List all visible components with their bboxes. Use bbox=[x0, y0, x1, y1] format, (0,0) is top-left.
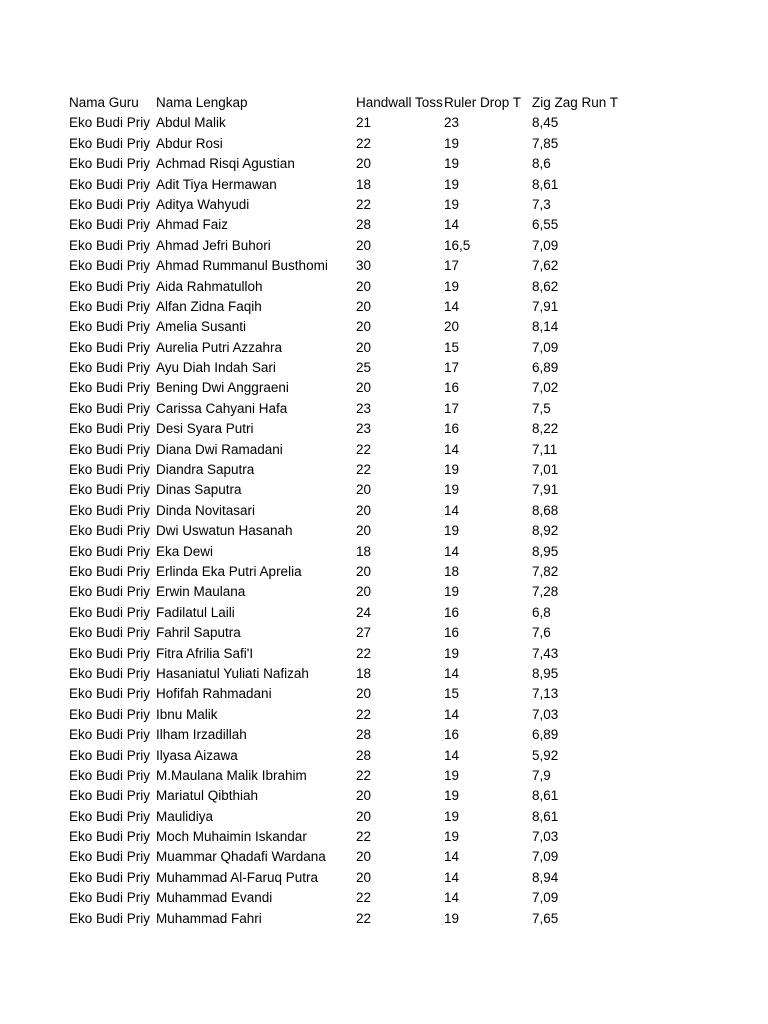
cell-zig-zag-run: 8,14 bbox=[532, 319, 559, 335]
cell-nama-lengkap: Muhammad Al-Faruq Putra bbox=[156, 869, 319, 885]
cell-handwall-toss: 28 bbox=[356, 217, 372, 233]
table-row bbox=[69, 623, 620, 643]
cell-nama-guru: Eko Budi Priy bbox=[69, 462, 151, 478]
cell-ruler-drop: 14 bbox=[444, 849, 460, 865]
cell-handwall-toss: 28 bbox=[356, 747, 372, 763]
table-row bbox=[69, 582, 620, 602]
table-row bbox=[69, 664, 620, 684]
cell-ruler-drop: 14 bbox=[444, 441, 460, 457]
cell-handwall-toss: 20 bbox=[356, 523, 372, 539]
cell-handwall-toss: 22 bbox=[356, 462, 372, 478]
cell-ruler-drop: 14 bbox=[444, 502, 460, 518]
cell-zig-zag-run: 7,43 bbox=[532, 645, 559, 661]
header-nama-lengkap: Nama Lengkap bbox=[156, 95, 248, 110]
cell-nama-lengkap: Abdur Rosi bbox=[156, 135, 223, 151]
cell-nama-lengkap: Moch Muhaimin Iskandar bbox=[156, 829, 307, 845]
cell-nama-guru: Eko Budi Priy bbox=[69, 176, 151, 192]
table-row bbox=[69, 705, 620, 725]
cell-nama-lengkap: Ahmad Faiz bbox=[156, 217, 229, 233]
cell-ruler-drop: 16 bbox=[444, 604, 460, 620]
cell-handwall-toss: 20 bbox=[356, 156, 372, 172]
table-row bbox=[69, 644, 620, 664]
cell-nama-guru: Eko Budi Priy bbox=[69, 625, 151, 641]
cell-zig-zag-run: 7,09 bbox=[532, 339, 559, 355]
cell-ruler-drop: 19 bbox=[444, 135, 460, 151]
cell-nama-lengkap: Fahril Saputra bbox=[156, 625, 241, 641]
cell-zig-zag-run: 8,6 bbox=[532, 156, 551, 172]
cell-zig-zag-run: 8,94 bbox=[532, 869, 559, 885]
cell-zig-zag-run: 7,11 bbox=[532, 441, 558, 457]
cell-ruler-drop: 14 bbox=[444, 543, 460, 559]
cell-nama-lengkap: Muhammad Evandi bbox=[156, 890, 273, 906]
cell-nama-lengkap: Aditya Wahyudi bbox=[156, 196, 250, 212]
cell-nama-guru: Eko Budi Priy bbox=[69, 196, 151, 212]
cell-ruler-drop: 17 bbox=[444, 360, 460, 376]
cell-nama-guru: Eko Budi Priy bbox=[69, 829, 151, 845]
cell-handwall-toss: 22 bbox=[356, 890, 372, 906]
cell-nama-lengkap: Ibnu Malik bbox=[156, 706, 218, 722]
cell-nama-lengkap: Carissa Cahyani Hafa bbox=[156, 400, 288, 416]
cell-nama-guru: Eko Budi Priy bbox=[69, 421, 151, 437]
cell-ruler-drop: 15 bbox=[444, 339, 460, 355]
cell-ruler-drop: 19 bbox=[444, 829, 460, 845]
cell-handwall-toss: 20 bbox=[356, 380, 372, 396]
cell-handwall-toss: 20 bbox=[356, 298, 372, 314]
cell-handwall-toss: 22 bbox=[356, 829, 372, 845]
cell-handwall-toss: 22 bbox=[356, 441, 372, 457]
cell-zig-zag-run: 8,61 bbox=[532, 808, 559, 824]
cell-handwall-toss: 20 bbox=[356, 869, 372, 885]
table-row bbox=[69, 603, 620, 623]
cell-handwall-toss: 20 bbox=[356, 339, 372, 355]
cell-nama-lengkap: Fitra Afrilia Safi'I bbox=[156, 645, 254, 661]
header-nama-guru: Nama Guru bbox=[69, 95, 139, 110]
cell-nama-lengkap: Abdul Malik bbox=[156, 115, 226, 131]
cell-nama-guru: Eko Budi Priy bbox=[69, 115, 151, 131]
header-ruler-drop: Ruler Drop T bbox=[444, 95, 522, 110]
cell-ruler-drop: 19 bbox=[444, 196, 460, 212]
cell-zig-zag-run: 7,3 bbox=[532, 196, 551, 212]
cell-zig-zag-run: 8,61 bbox=[532, 176, 559, 192]
table-row bbox=[69, 521, 620, 541]
cell-handwall-toss: 18 bbox=[356, 543, 372, 559]
cell-zig-zag-run: 7,13 bbox=[532, 686, 559, 702]
table-row bbox=[69, 399, 620, 419]
table-row bbox=[69, 317, 620, 337]
cell-handwall-toss: 21 bbox=[356, 115, 372, 131]
table-row bbox=[69, 440, 620, 460]
cell-nama-guru: Eko Budi Priy bbox=[69, 788, 151, 804]
cell-nama-lengkap: Amelia Susanti bbox=[156, 319, 247, 335]
cell-nama-lengkap: Aurelia Putri Azzahra bbox=[156, 339, 283, 355]
cell-zig-zag-run: 7,09 bbox=[532, 237, 559, 253]
table-row bbox=[69, 542, 620, 562]
cell-zig-zag-run: 7,91 bbox=[532, 482, 559, 498]
cell-zig-zag-run: 7,65 bbox=[532, 910, 559, 926]
cell-zig-zag-run: 7,85 bbox=[532, 135, 559, 151]
cell-ruler-drop: 14 bbox=[444, 665, 460, 681]
cell-ruler-drop: 17 bbox=[444, 400, 460, 416]
cell-nama-lengkap: Hofifah Rahmadani bbox=[156, 686, 272, 702]
cell-ruler-drop: 14 bbox=[444, 869, 460, 885]
table-row bbox=[69, 297, 620, 317]
spreadsheet-table bbox=[69, 93, 620, 929]
cell-ruler-drop: 14 bbox=[444, 747, 460, 763]
table-row bbox=[69, 480, 620, 500]
cell-nama-lengkap: Erwin Maulana bbox=[156, 584, 246, 600]
cell-nama-guru: Eko Budi Priy bbox=[69, 686, 151, 702]
table-row bbox=[69, 134, 620, 154]
cell-zig-zag-run: 7,03 bbox=[532, 706, 559, 722]
cell-nama-guru: Eko Budi Priy bbox=[69, 727, 151, 743]
cell-ruler-drop: 16 bbox=[444, 625, 460, 641]
cell-zig-zag-run: 7,6 bbox=[532, 625, 551, 641]
cell-nama-lengkap: Desi Syara Putri bbox=[156, 421, 254, 437]
cell-nama-guru: Eko Budi Priy bbox=[69, 502, 151, 518]
cell-handwall-toss: 22 bbox=[356, 767, 372, 783]
cell-nama-guru: Eko Budi Priy bbox=[69, 706, 151, 722]
cell-nama-lengkap: Bening Dwi Anggraeni bbox=[156, 380, 289, 396]
cell-nama-guru: Eko Budi Priy bbox=[69, 747, 151, 763]
cell-zig-zag-run: 8,95 bbox=[532, 543, 559, 559]
cell-zig-zag-run: 7,09 bbox=[532, 890, 559, 906]
table-row bbox=[69, 256, 620, 276]
cell-zig-zag-run: 5,92 bbox=[532, 747, 559, 763]
cell-zig-zag-run: 7,9 bbox=[532, 767, 551, 783]
cell-handwall-toss: 27 bbox=[356, 625, 372, 641]
cell-nama-lengkap: Dwi Uswatun Hasanah bbox=[156, 523, 293, 539]
cell-zig-zag-run: 6,55 bbox=[532, 217, 559, 233]
cell-nama-guru: Eko Budi Priy bbox=[69, 380, 151, 396]
header-handwall-toss: Handwall Toss bbox=[356, 95, 443, 110]
cell-ruler-drop: 19 bbox=[444, 645, 460, 661]
cell-nama-guru: Eko Budi Priy bbox=[69, 360, 151, 376]
cell-zig-zag-run: 7,91 bbox=[532, 298, 559, 314]
cell-nama-lengkap: M.Maulana Malik Ibrahim bbox=[156, 767, 307, 783]
cell-handwall-toss: 20 bbox=[356, 237, 372, 253]
cell-ruler-drop: 15 bbox=[444, 686, 460, 702]
cell-handwall-toss: 22 bbox=[356, 910, 372, 926]
cell-ruler-drop: 19 bbox=[444, 767, 460, 783]
cell-nama-guru: Eko Budi Priy bbox=[69, 482, 151, 498]
cell-ruler-drop: 14 bbox=[444, 217, 460, 233]
table-row bbox=[69, 338, 620, 358]
cell-nama-lengkap: Dinda Novitasari bbox=[156, 502, 256, 518]
header-row bbox=[69, 93, 620, 113]
cell-zig-zag-run: 7,03 bbox=[532, 829, 559, 845]
cell-ruler-drop: 16,5 bbox=[444, 237, 471, 253]
cell-nama-lengkap: Ahmad Jefri Buhori bbox=[156, 237, 271, 253]
table-row bbox=[69, 684, 620, 704]
cell-ruler-drop: 19 bbox=[444, 176, 460, 192]
table-row bbox=[69, 909, 620, 929]
cell-ruler-drop: 14 bbox=[444, 706, 460, 722]
cell-ruler-drop: 19 bbox=[444, 584, 460, 600]
cell-handwall-toss: 20 bbox=[356, 563, 372, 579]
cell-zig-zag-run: 6,89 bbox=[532, 727, 559, 743]
cell-nama-guru: Eko Budi Priy bbox=[69, 156, 151, 172]
cell-handwall-toss: 24 bbox=[356, 604, 372, 620]
table-row bbox=[69, 460, 620, 480]
cell-nama-lengkap: Achmad Risqi Agustian bbox=[156, 156, 295, 172]
cell-ruler-drop: 19 bbox=[444, 278, 460, 294]
cell-ruler-drop: 20 bbox=[444, 319, 460, 335]
cell-nama-guru: Eko Budi Priy bbox=[69, 890, 151, 906]
cell-nama-guru: Eko Budi Priy bbox=[69, 441, 151, 457]
cell-nama-lengkap: Eka Dewi bbox=[156, 543, 214, 559]
cell-nama-lengkap: Mariatul Qibthiah bbox=[156, 788, 259, 804]
cell-handwall-toss: 30 bbox=[356, 258, 372, 274]
cell-nama-guru: Eko Budi Priy bbox=[69, 604, 151, 620]
cell-nama-guru: Eko Budi Priy bbox=[69, 910, 151, 926]
table-row bbox=[69, 277, 620, 297]
cell-nama-lengkap: Dinas Saputra bbox=[156, 482, 242, 498]
cell-handwall-toss: 20 bbox=[356, 788, 372, 804]
cell-nama-guru: Eko Budi Priy bbox=[69, 298, 151, 314]
table-row bbox=[69, 419, 620, 439]
cell-zig-zag-run: 8,62 bbox=[532, 278, 559, 294]
cell-nama-lengkap: Alfan Zidna Faqih bbox=[156, 298, 262, 314]
cell-zig-zag-run: 7,02 bbox=[532, 380, 559, 396]
cell-nama-guru: Eko Budi Priy bbox=[69, 665, 151, 681]
cell-nama-lengkap: Hasaniatul Yuliati Nafizah bbox=[156, 665, 309, 681]
table-row bbox=[69, 378, 620, 398]
cell-ruler-drop: 19 bbox=[444, 156, 460, 172]
table-row bbox=[69, 827, 620, 847]
cell-nama-lengkap: Ayu Diah Indah Sari bbox=[156, 360, 276, 376]
cell-nama-lengkap: Muhammad Fahri bbox=[156, 910, 262, 926]
table-row bbox=[69, 868, 620, 888]
cell-zig-zag-run: 7,09 bbox=[532, 849, 559, 865]
cell-handwall-toss: 20 bbox=[356, 319, 372, 335]
cell-handwall-toss: 20 bbox=[356, 278, 372, 294]
cell-zig-zag-run: 8,22 bbox=[532, 421, 559, 437]
cell-nama-guru: Eko Budi Priy bbox=[69, 808, 151, 824]
cell-zig-zag-run: 8,92 bbox=[532, 523, 559, 539]
cell-nama-lengkap: Muammar Qhadafi Wardana bbox=[156, 849, 326, 865]
table-row bbox=[69, 501, 620, 521]
cell-nama-lengkap: Maulidiya bbox=[156, 808, 214, 824]
cell-zig-zag-run: 7,5 bbox=[532, 400, 551, 416]
cell-nama-guru: Eko Budi Priy bbox=[69, 584, 151, 600]
cell-nama-guru: Eko Budi Priy bbox=[69, 869, 151, 885]
table-row bbox=[69, 562, 620, 582]
cell-nama-guru: Eko Budi Priy bbox=[69, 543, 151, 559]
cell-ruler-drop: 19 bbox=[444, 462, 460, 478]
cell-nama-lengkap: Fadilatul Laili bbox=[156, 604, 235, 620]
cell-zig-zag-run: 6,89 bbox=[532, 360, 559, 376]
cell-zig-zag-run: 8,45 bbox=[532, 115, 559, 131]
cell-zig-zag-run: 6,8 bbox=[532, 604, 551, 620]
cell-zig-zag-run: 7,62 bbox=[532, 258, 559, 274]
cell-zig-zag-run: 7,01 bbox=[532, 462, 559, 478]
table-row bbox=[69, 847, 620, 867]
cell-zig-zag-run: 8,61 bbox=[532, 788, 559, 804]
table-row bbox=[69, 154, 620, 174]
cell-handwall-toss: 20 bbox=[356, 502, 372, 518]
cell-nama-lengkap: Aida Rahmatulloh bbox=[156, 278, 263, 294]
table-row bbox=[69, 113, 620, 133]
cell-nama-guru: Eko Budi Priy bbox=[69, 135, 151, 151]
cell-nama-lengkap: Diana Dwi Ramadani bbox=[156, 441, 283, 457]
cell-ruler-drop: 19 bbox=[444, 523, 460, 539]
cell-ruler-drop: 14 bbox=[444, 890, 460, 906]
cell-ruler-drop: 18 bbox=[444, 563, 460, 579]
header-zig-zag-run: Zig Zag Run T bbox=[532, 95, 619, 110]
cell-nama-guru: Eko Budi Priy bbox=[69, 849, 151, 865]
cell-handwall-toss: 28 bbox=[356, 727, 372, 743]
cell-handwall-toss: 23 bbox=[356, 421, 372, 437]
table-body bbox=[69, 113, 620, 929]
cell-handwall-toss: 20 bbox=[356, 808, 372, 824]
cell-nama-guru: Eko Budi Priy bbox=[69, 237, 151, 253]
cell-handwall-toss: 25 bbox=[356, 360, 372, 376]
cell-ruler-drop: 19 bbox=[444, 910, 460, 926]
cell-zig-zag-run: 8,95 bbox=[532, 665, 559, 681]
cell-handwall-toss: 22 bbox=[356, 196, 372, 212]
cell-ruler-drop: 16 bbox=[444, 421, 460, 437]
cell-nama-guru: Eko Budi Priy bbox=[69, 278, 151, 294]
table-row bbox=[69, 236, 620, 256]
cell-nama-guru: Eko Budi Priy bbox=[69, 400, 151, 416]
cell-nama-guru: Eko Budi Priy bbox=[69, 258, 151, 274]
cell-ruler-drop: 16 bbox=[444, 727, 460, 743]
cell-handwall-toss: 20 bbox=[356, 584, 372, 600]
cell-nama-guru: Eko Budi Priy bbox=[69, 563, 151, 579]
cell-ruler-drop: 16 bbox=[444, 380, 460, 396]
table-row bbox=[69, 766, 620, 786]
cell-handwall-toss: 20 bbox=[356, 849, 372, 865]
table-row bbox=[69, 786, 620, 806]
cell-nama-lengkap: Ilyasa Aizawa bbox=[156, 747, 238, 763]
cell-ruler-drop: 19 bbox=[444, 482, 460, 498]
table-row bbox=[69, 195, 620, 215]
cell-nama-guru: Eko Budi Priy bbox=[69, 645, 151, 661]
cell-handwall-toss: 22 bbox=[356, 706, 372, 722]
cell-handwall-toss: 23 bbox=[356, 400, 372, 416]
cell-ruler-drop: 14 bbox=[444, 298, 460, 314]
cell-nama-lengkap: Ahmad Rummanul Busthomi bbox=[156, 258, 328, 274]
cell-zig-zag-run: 7,28 bbox=[532, 584, 559, 600]
cell-nama-lengkap: Adit Tiya Hermawan bbox=[156, 176, 277, 192]
cell-nama-lengkap: Diandra Saputra bbox=[156, 462, 255, 478]
cell-handwall-toss: 20 bbox=[356, 686, 372, 702]
cell-handwall-toss: 22 bbox=[356, 645, 372, 661]
cell-handwall-toss: 20 bbox=[356, 482, 372, 498]
cell-nama-guru: Eko Budi Priy bbox=[69, 217, 151, 233]
cell-nama-guru: Eko Budi Priy bbox=[69, 767, 151, 783]
cell-zig-zag-run: 8,68 bbox=[532, 502, 559, 518]
table-row bbox=[69, 175, 620, 195]
cell-handwall-toss: 18 bbox=[356, 665, 372, 681]
cell-handwall-toss: 22 bbox=[356, 135, 372, 151]
table-row bbox=[69, 888, 620, 908]
cell-ruler-drop: 19 bbox=[444, 808, 460, 824]
table-row bbox=[69, 807, 620, 827]
cell-nama-guru: Eko Budi Priy bbox=[69, 319, 151, 335]
cell-ruler-drop: 17 bbox=[444, 258, 460, 274]
cell-handwall-toss: 18 bbox=[356, 176, 372, 192]
table-row bbox=[69, 358, 620, 378]
cell-zig-zag-run: 7,82 bbox=[532, 563, 559, 579]
cell-nama-lengkap: Ilham Irzadillah bbox=[156, 727, 247, 743]
table-row bbox=[69, 215, 620, 235]
cell-ruler-drop: 23 bbox=[444, 115, 460, 131]
cell-ruler-drop: 19 bbox=[444, 788, 460, 804]
cell-nama-guru: Eko Budi Priy bbox=[69, 339, 151, 355]
table-row bbox=[69, 746, 620, 766]
table-row bbox=[69, 725, 620, 745]
cell-nama-guru: Eko Budi Priy bbox=[69, 523, 151, 539]
cell-nama-lengkap: Erlinda Eka Putri Aprelia bbox=[156, 563, 302, 579]
